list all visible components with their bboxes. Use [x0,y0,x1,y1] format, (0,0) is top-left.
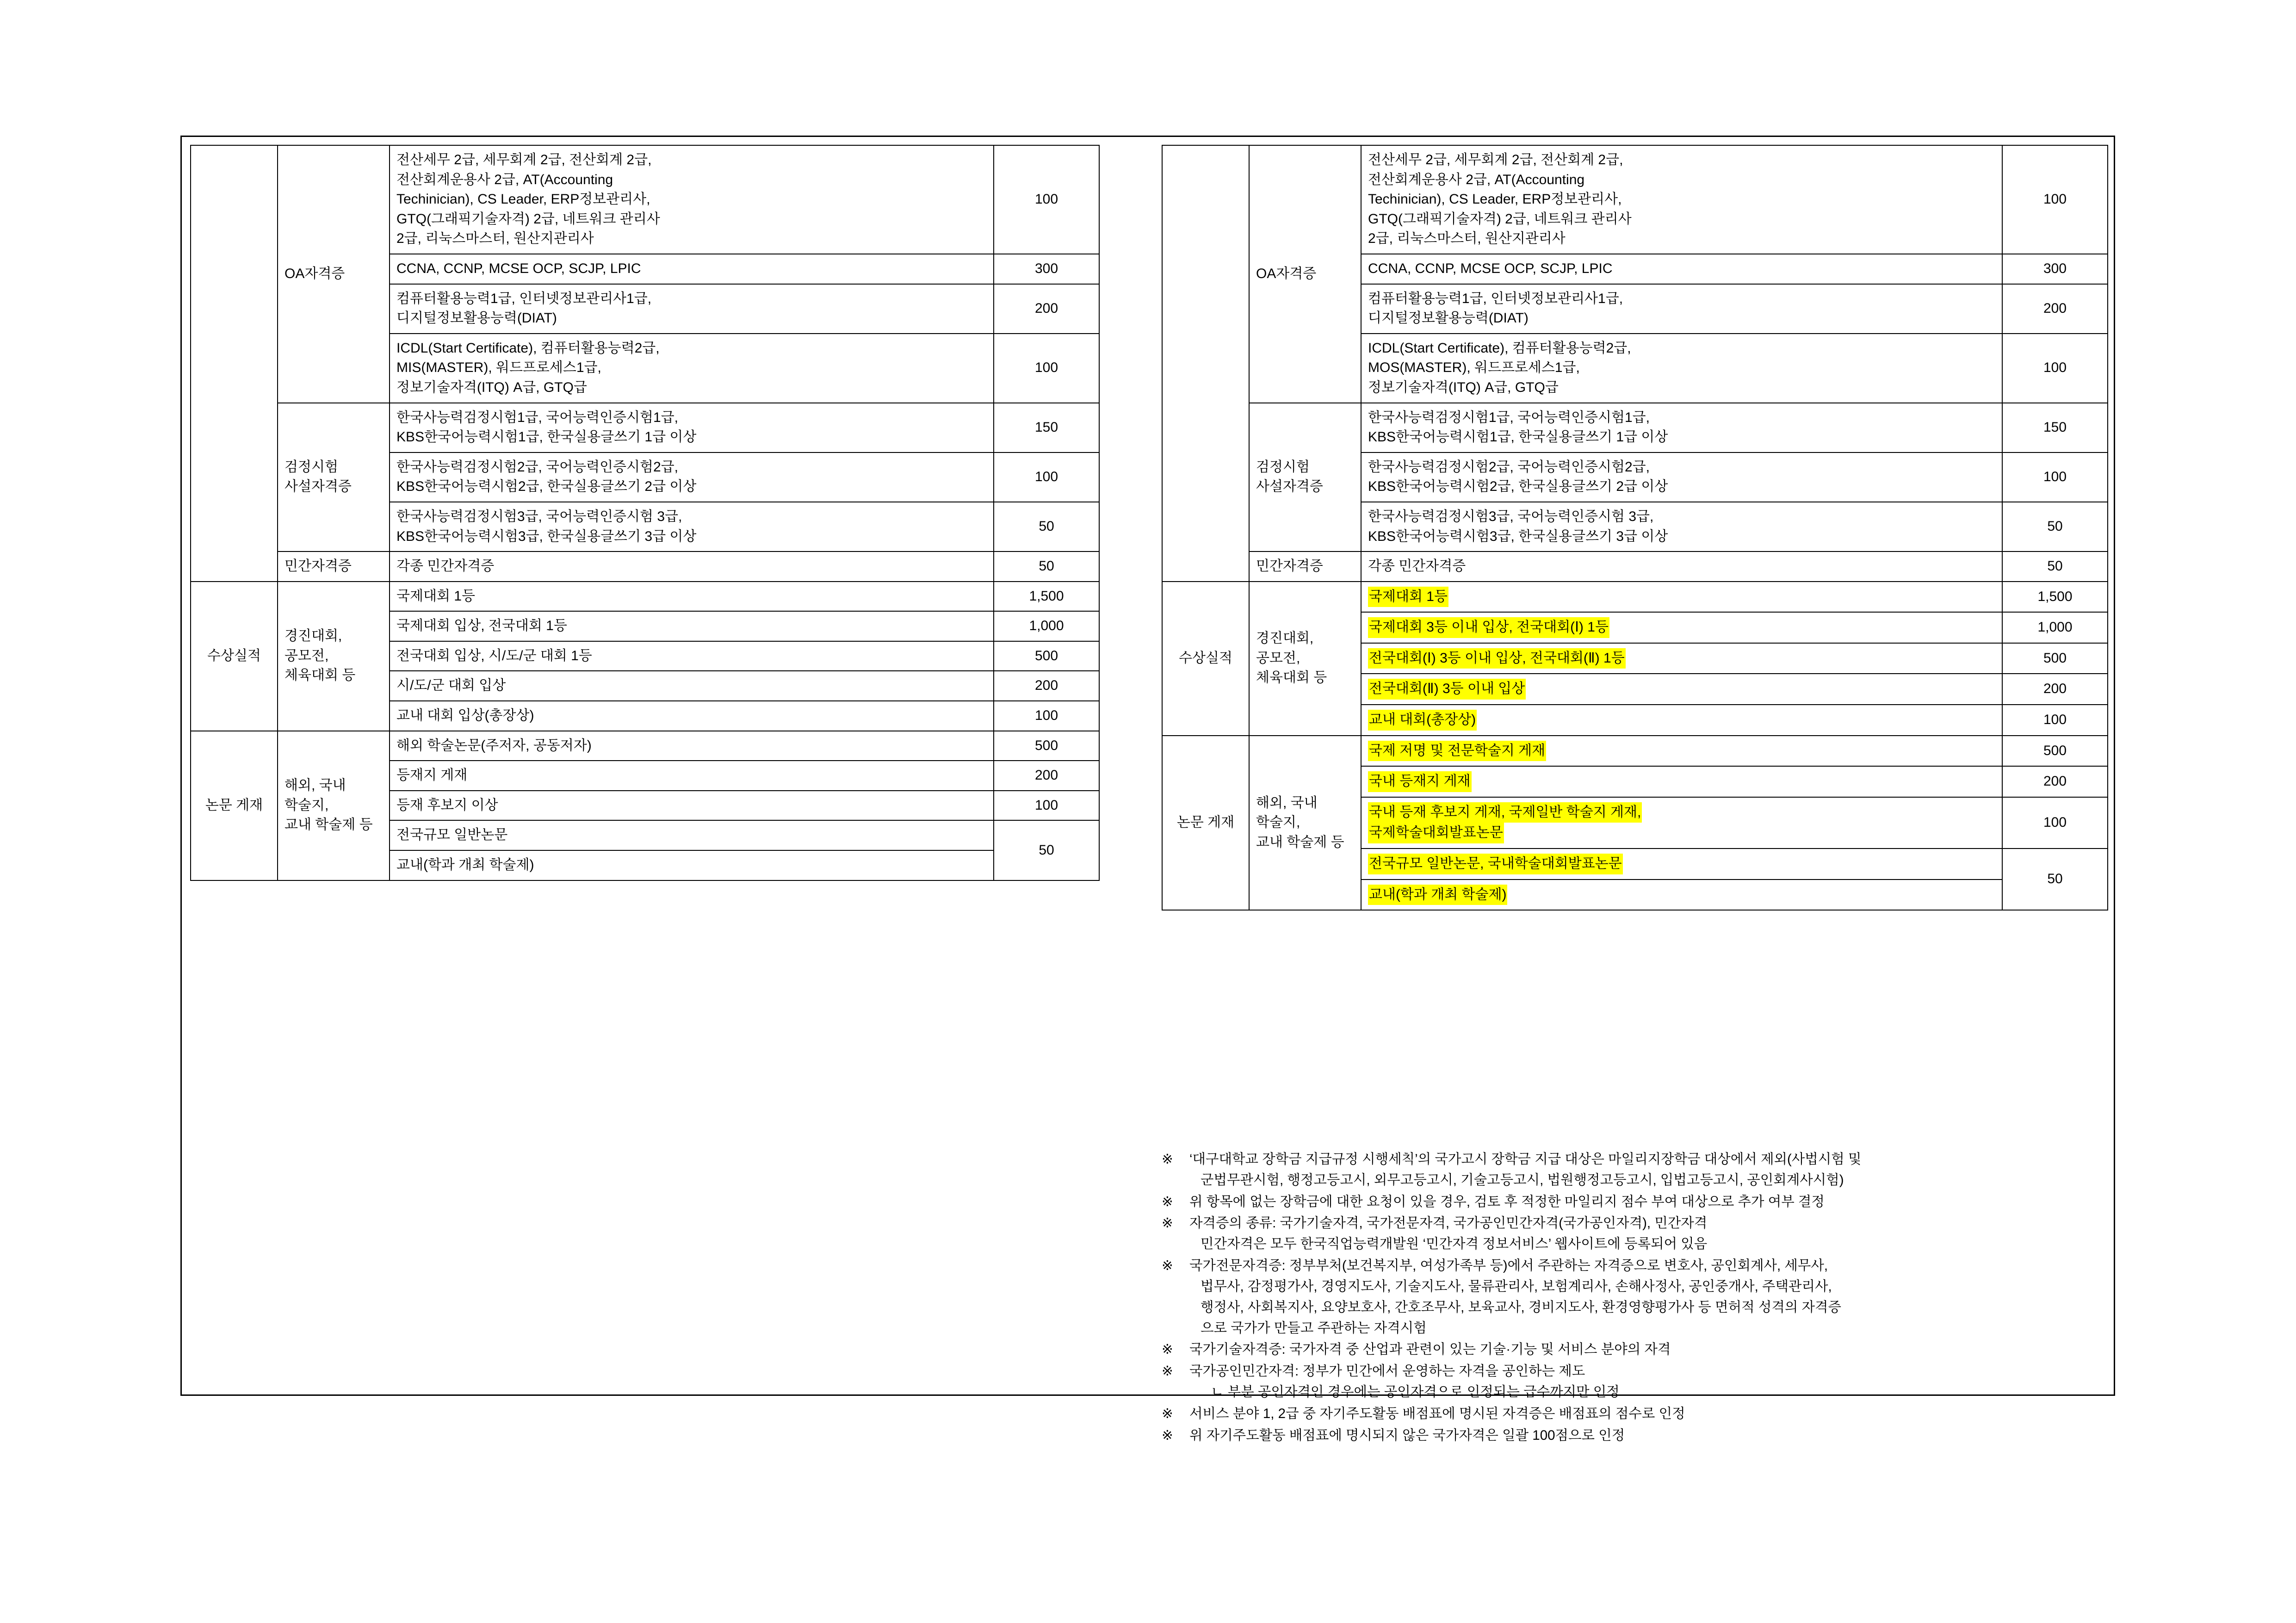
category-cell: 수상실적 [1162,582,1249,736]
description-cell: 각종 민간자격증 [1361,551,2002,582]
table-row [1162,403,2108,452]
note-bullet-icon: ※ [1162,1342,1173,1357]
highlighted-text: 국제 저명 및 전문학술지 게재 [1368,741,1546,762]
points-cell: 50 [994,551,1099,582]
note-bullet-icon: ※ [1162,1406,1173,1421]
category-cell: 논문 게재 [1162,736,1249,911]
subcategory-cell: 해외, 국내 학술지, 교내 학술제 등 [278,731,390,880]
description-cell: 한국사능력검정시험1급, 국어능력인증시험1급, KBS한국어능력시험1급, 한국실용글쓰기 1급 이상 [390,403,994,452]
points-cell: 100 [994,701,1099,731]
description-cell: 전산세무 2급, 세무회계 2급, 전산회계 2급, 전산회계운용사 2급, AT(Accounting Techinician), CS Leader, ERP정보관리사, GTQ(그래픽기술자격) 2급, 네트워크 관리사 2급, 리눅스마스터, 원산지관리사 [390,145,994,254]
note-text [1182,1192,2108,1213]
note-item [1162,1425,2108,1446]
description-cell: 국제대회 1등 [390,582,994,612]
highlighted-text: 국내 등재 후보지 게재, 국제일반 학술지 게재, [1368,802,1642,823]
highlighted-text: 국제대회 1등 [1368,587,1448,607]
points-cell: 50 [994,820,1099,880]
table-row [1162,551,2108,582]
note-text [1182,1149,2108,1191]
description-cell: 한국사능력검정시험3급, 국어능력인증시험 3급, KBS한국어능력시험3급, 한국실용글쓰기 3급 이상 [1361,502,2002,551]
points-cell: 300 [994,254,1099,284]
left-table-body [191,145,1099,880]
note-line: 위 항목에 없는 장학금에 대한 요청이 있을 경우, 검토 후 적정한 마일리지 점수 부여 대상으로 추가 여부 결정 [1189,1194,1825,1209]
points-cell: 100 [994,791,1099,821]
table-row [191,145,1099,254]
subcategory-cell: 검정시험 사설자격증 [1249,403,1361,552]
content-frame [180,136,2115,1443]
description-cell: 각종 민간자격증 [390,551,994,582]
points-cell: 1,000 [2002,612,2108,643]
highlighted-text: 전국대회(Ⅰ) 3등 이내 입상, 전국대회(Ⅱ) 1등 [1368,648,1626,669]
highlighted-text: 국제대회 3등 이내 입상, 전국대회(Ⅰ) 1등 [1368,617,1609,638]
points-cell: 200 [994,671,1099,701]
note-line: 국가기술자격증: 국가자격 중 산업과 관련이 있는 기술·기능 및 서비스 분야의 자격 [1189,1342,1671,1357]
right-score-table [1162,145,2108,911]
table-row [1162,145,2108,254]
description-cell: 한국사능력검정시험2급, 국어능력인증시험2급, KBS한국어능력시험2급, 한국실용글쓰기 2급 이상 [390,452,994,502]
description-cell [1361,582,2002,613]
description-cell: ICDL(Start Certificate), 컴퓨터활용능력2급, MIS(MASTER), 워드프로세스1급, 정보기술자격(ITQ) A급, GTQ급 [390,334,994,403]
left-score-table [190,145,1100,881]
note-line: ㄴ 부분 공인자격인 경우에는 공인자격으로 인정되는 급수까지만 인정 [1211,1384,1620,1400]
note-text [1182,1361,2108,1403]
note-bullet-icon: ※ [1162,1194,1173,1209]
left-score-table-panel [190,145,1100,881]
points-cell: 1,000 [994,611,1099,641]
description-cell: 교내 대회 입상(총장상) [390,701,994,731]
description-cell: 전국규모 일반논문 [390,820,994,850]
points-cell: 200 [2002,674,2108,705]
points-cell: 50 [994,502,1099,551]
description-cell [1361,612,2002,643]
description-cell: CCNA, CCNP, MCSE OCP, SCJP, LPIC [1361,254,2002,284]
note-text [1182,1404,2108,1425]
description-cell: 국제대회 입상, 전국대회 1등 [390,611,994,641]
subcategory-cell: 민간자격증 [1249,551,1361,582]
description-cell [1361,705,2002,736]
note-line: 국가전문자격증: 정부부처(보건복지부, 여성가족부 등)에서 주관하는 자격증으로 변호사, 공인회계사, 세무사, [1189,1258,1828,1274]
description-cell: 해외 학술논문(주저자, 공동저자) [390,731,994,761]
notes-list [1162,1149,2108,1447]
table-row [191,403,1099,452]
note-item [1162,1361,2108,1403]
highlighted-text: 교내(학과 개최 학술제) [1368,885,1507,905]
note-line: 행정사, 사회복지사, 요양보호사, 간호조무사, 보육교사, 경비지도사, 환경영향평가사 등 면허적 성격의 자격증 [1201,1299,1842,1315]
subcategory-cell: 민간자격증 [278,551,390,582]
right-table-body [1162,145,2108,910]
note-item [1162,1213,2108,1255]
note-bullet-icon: ※ [1162,1427,1173,1443]
points-cell: 200 [994,284,1099,334]
description-cell: 한국사능력검정시험2급, 국어능력인증시험2급, KBS한국어능력시험2급, 한국실용글쓰기 2급 이상 [1361,452,2002,502]
note-bullet-icon: ※ [1162,1258,1173,1274]
subcategory-cell: 경진대회, 공모전, 체육대회 등 [278,582,390,731]
highlighted-text: 국내 등재지 게재 [1368,771,1472,792]
note-item [1162,1256,2108,1338]
description-cell: 컴퓨터활용능력1급, 인터넷정보관리사1급, 디지털정보활용능력(DIAT) [1361,284,2002,334]
points-cell: 50 [2002,849,2108,910]
description-cell: CCNA, CCNP, MCSE OCP, SCJP, LPIC [390,254,994,284]
description-cell [1361,797,2002,849]
description-cell: 한국사능력검정시험3급, 국어능력인증시험 3급, KBS한국어능력시험3급, 한국실용글쓰기 3급 이상 [390,502,994,551]
points-cell: 500 [2002,736,2108,767]
description-cell [1361,736,2002,767]
note-line: 국가공인민간자격: 정부가 민간에서 운영하는 자격을 공인하는 제도 [1189,1363,1585,1379]
note-line: 군법무관시험, 행정고등고시, 외무고등고시, 기술고등고시, 법원행정고등고시, 입법고등고시, 공인회계사시험) [1201,1172,1844,1188]
note-item [1162,1339,2108,1360]
points-cell: 1,500 [2002,582,2108,613]
description-cell [1361,766,2002,797]
note-line: 서비스 분야 1, 2급 중 자기주도활동 배점표에 명시된 자격증은 배점표의 점수로 인정 [1189,1406,1685,1421]
description-cell: ICDL(Start Certificate), 컴퓨터활용능력2급, MOS(MASTER), 워드프로세스1급, 정보기술자격(ITQ) A급, GTQ급 [1361,334,2002,403]
description-cell: 시/도/군 대회 입상 [390,671,994,701]
table-row [191,551,1099,582]
note-line: 으로 국가가 만들고 주관하는 자격시험 [1201,1320,1427,1336]
note-line: ‘대구대학교 장학금 지급규정 시행세칙’의 국가고시 장학금 지급 대상은 마일리지장학금 대상에서 제외(사법시험 및 [1189,1152,1862,1167]
points-cell: 100 [2002,145,2108,254]
note-item [1162,1149,2108,1191]
points-cell: 50 [2002,551,2108,582]
points-cell: 150 [994,403,1099,452]
points-cell: 200 [994,761,1099,791]
points-cell: 500 [994,641,1099,671]
note-line: 법무사, 감정평가사, 경영지도사, 기술지도사, 물류관리사, 보험계리사, 손해사정사, 공인중개사, 주택관리사, [1201,1278,1832,1294]
description-cell [1361,643,2002,674]
table-row [191,731,1099,761]
category-cell: 수상실적 [191,582,278,731]
note-text [1182,1425,2108,1446]
note-line: 위 자기주도활동 배점표에 명시되지 않은 국가자격은 일괄 100점으로 인정 [1189,1427,1625,1443]
note-item [1162,1192,2108,1213]
description-cell: 전국대회 입상, 시/도/군 대회 1등 [390,641,994,671]
note-bullet-icon: ※ [1162,1363,1173,1379]
note-line: 민간자격은 모두 한국직업능력개발원 ‘민간자격 정보서비스’ 웹사이트에 등록되어 있음 [1201,1236,1708,1252]
note-text [1182,1256,2108,1338]
points-cell: 500 [994,731,1099,761]
category-cell: 논문 게재 [191,731,278,880]
points-cell: 200 [2002,284,2108,334]
highlighted-text: 교내 대회(총장상) [1368,710,1477,731]
note-bullet-icon: ※ [1162,1152,1173,1167]
description-cell: 전산세무 2급, 세무회계 2급, 전산회계 2급, 전산회계운용사 2급, AT(Accounting Techinician), CS Leader, ERP정보관리사, GTQ(그래픽기술자격) 2급, 네트워크 관리사 2급, 리눅스마스터, 원산지관리사 [1361,145,2002,254]
points-cell: 100 [994,334,1099,403]
description-cell [1361,674,2002,705]
category-cell [1162,145,1249,582]
description-cell: 등재 후보지 이상 [390,791,994,821]
points-cell: 150 [2002,403,2108,452]
subcategory-cell: 검정시험 사설자격증 [278,403,390,552]
points-cell: 100 [2002,797,2108,849]
points-cell: 300 [2002,254,2108,284]
table-row [1162,582,2108,613]
note-text [1182,1213,2108,1255]
highlighted-text: 국제학술대회발표논문 [1368,823,1504,843]
points-cell: 50 [2002,502,2108,551]
points-cell: 1,500 [994,582,1099,612]
description-cell: 등재지 게재 [390,761,994,791]
right-score-table-panel [1162,145,2108,911]
note-item [1162,1404,2108,1425]
highlighted-text: 전국대회(Ⅱ) 3등 이내 입상 [1368,679,1526,700]
subcategory-cell: OA자격증 [1249,145,1361,403]
table-row [191,582,1099,612]
points-cell: 100 [994,452,1099,502]
points-cell: 100 [2002,334,2108,403]
subcategory-cell: 해외, 국내 학술지, 교내 학술제 등 [1249,736,1361,911]
note-text [1182,1339,2108,1360]
note-line: 자격증의 종류: 국가기술자격, 국가전문자격, 국가공인민간자격(국가공인자격), 민간자격 [1189,1215,1708,1231]
description-cell: 교내(학과 개최 학술제) [390,850,994,880]
description-cell [1361,849,2002,880]
description-cell: 한국사능력검정시험1급, 국어능력인증시험1급, KBS한국어능력시험1급, 한국실용글쓰기 1급 이상 [1361,403,2002,452]
note-bullet-icon: ※ [1162,1215,1173,1231]
points-cell: 200 [2002,766,2108,797]
highlighted-text: 전국규모 일반논문, 국내학술대회발표논문 [1368,854,1623,874]
table-row [1162,736,2108,767]
points-cell: 100 [2002,452,2108,502]
points-cell: 100 [994,145,1099,254]
points-cell: 100 [2002,705,2108,736]
description-cell: 컴퓨터활용능력1급, 인터넷정보관리사1급, 디지털정보활용능력(DIAT) [390,284,994,334]
category-cell [191,145,278,582]
description-cell [1361,880,2002,911]
subcategory-cell: OA자격증 [278,145,390,403]
points-cell: 500 [2002,643,2108,674]
subcategory-cell: 경진대회, 공모전, 체육대회 등 [1249,582,1361,736]
